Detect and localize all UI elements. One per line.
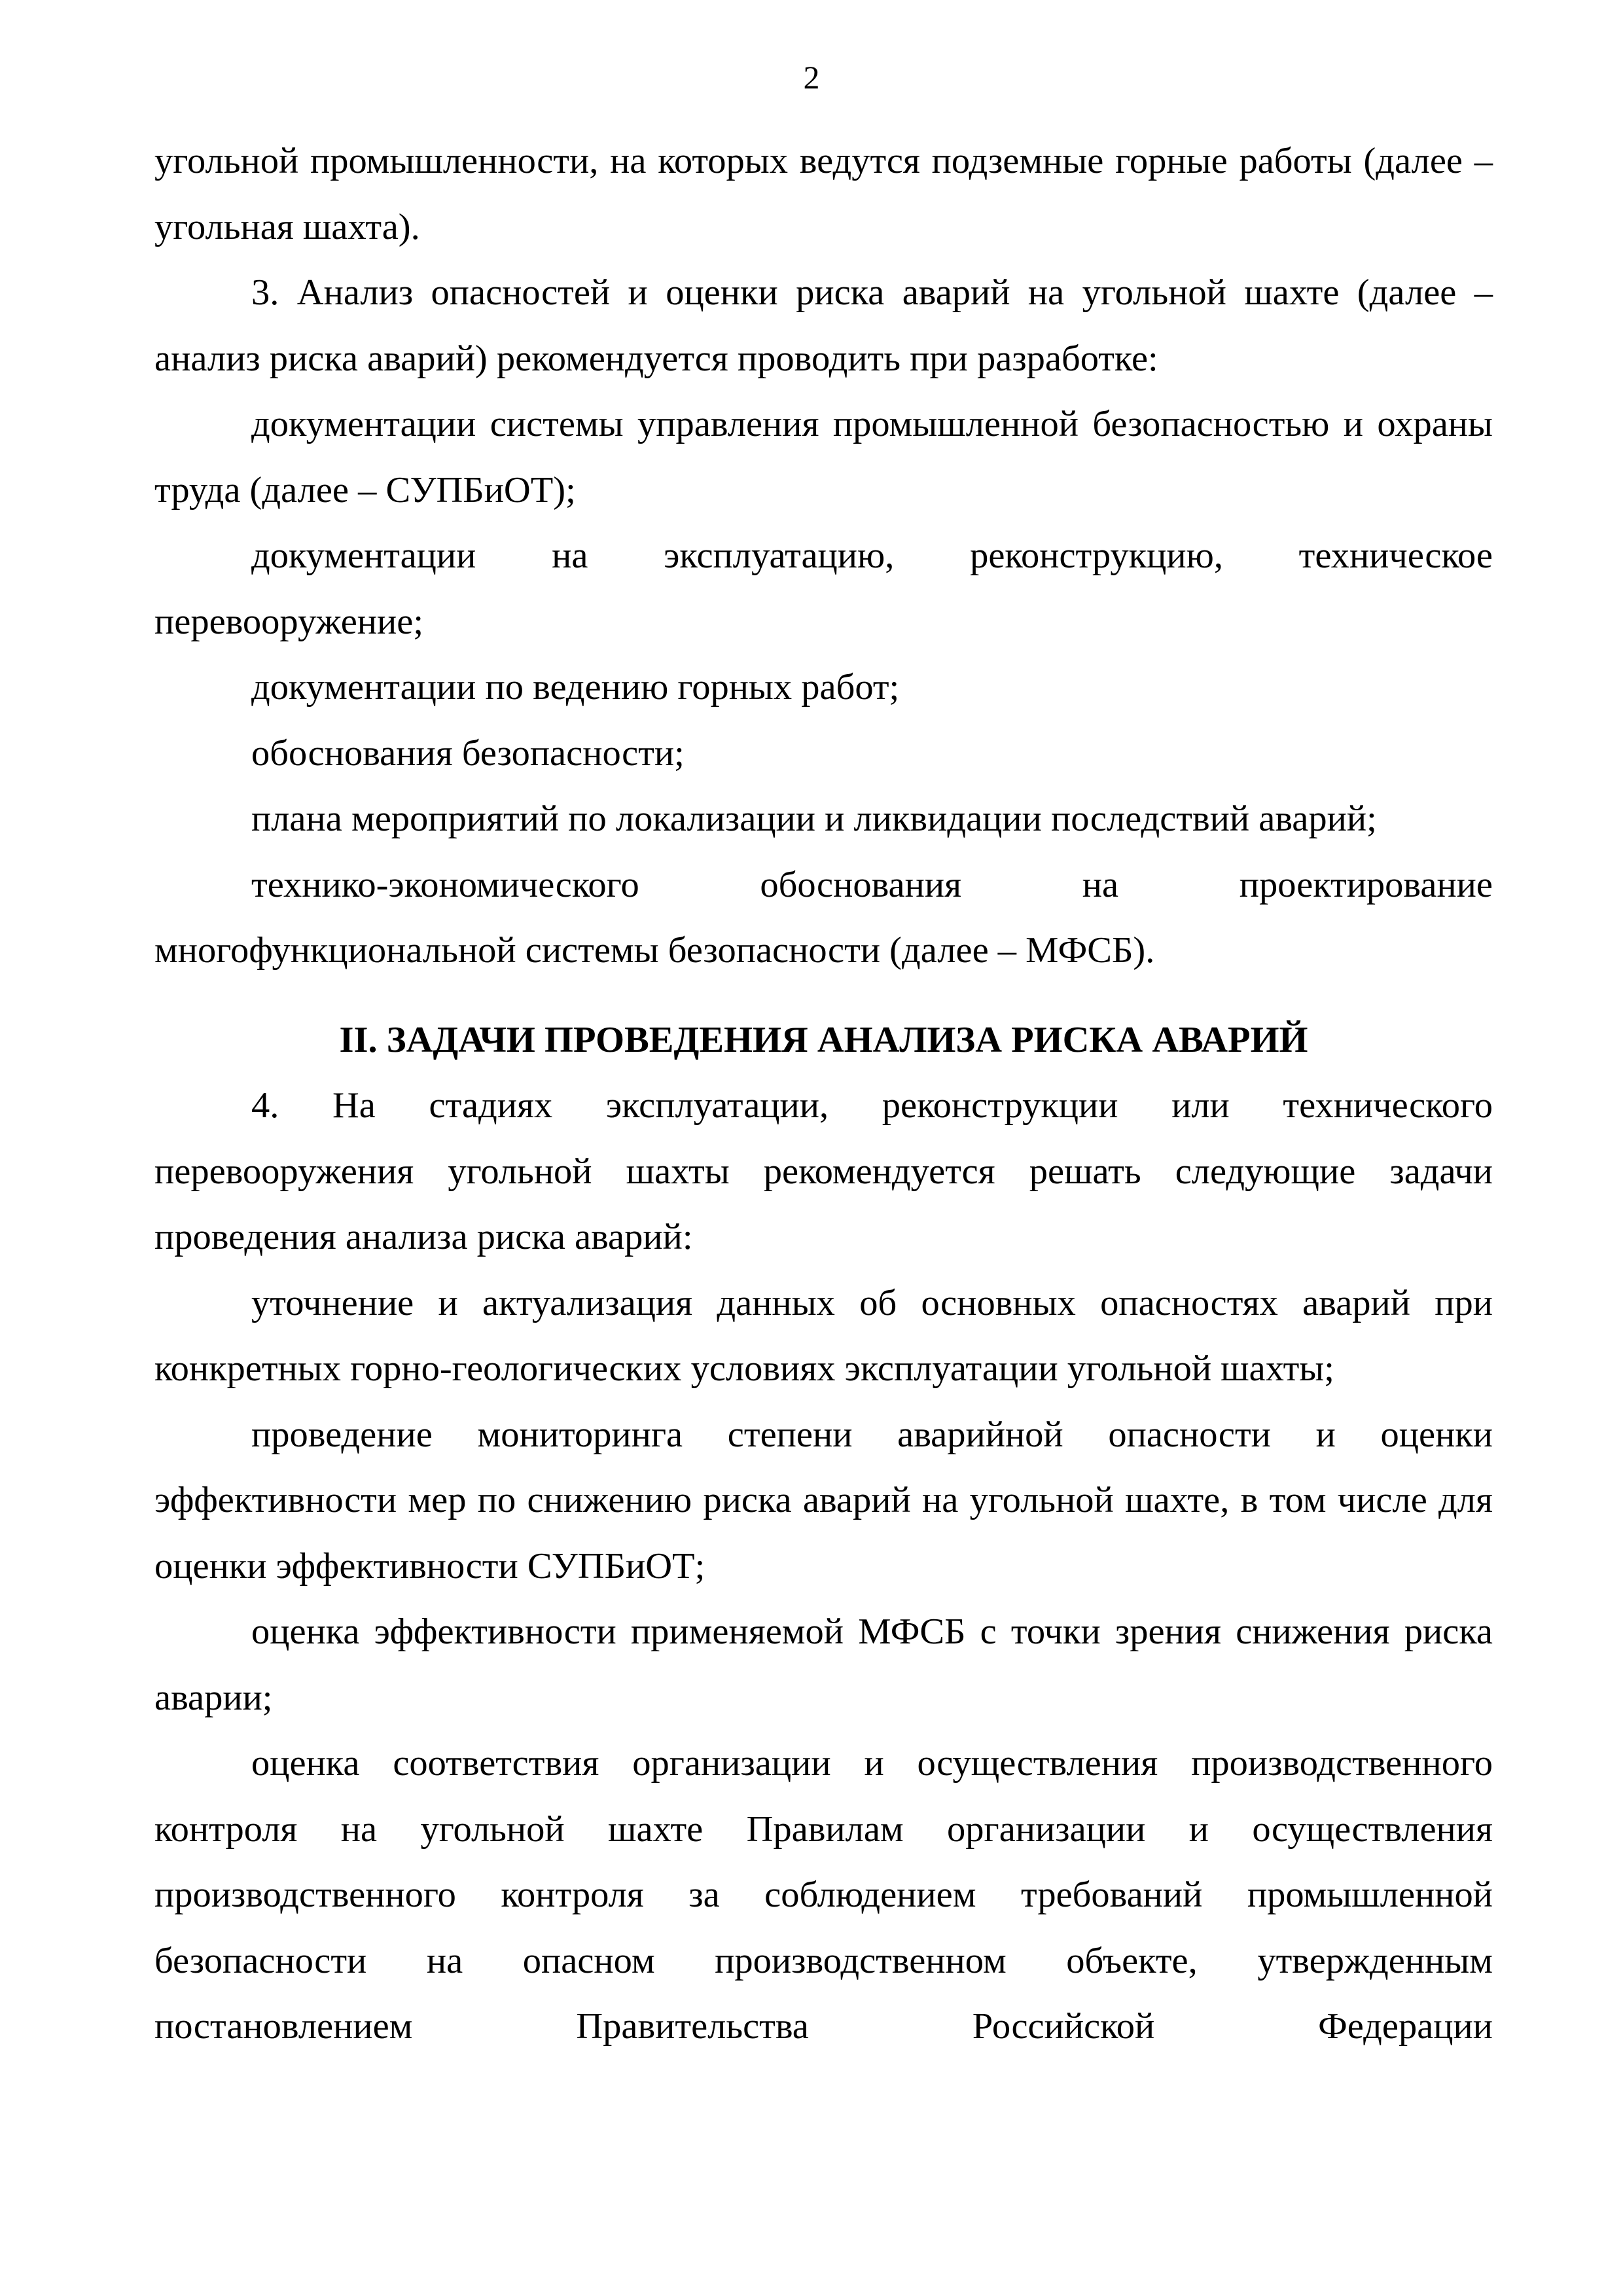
document-body: [154, 128, 1493, 2060]
list-item-supbiot-docs: документации системы управления промышленной безопасностью и охраны труда (далее – СУПБиОТ);: [154, 404, 1493, 511]
list-item-monitoring: проведение мониторинга степени аварийной опасности и оценки эффективности мер по снижению риска аварий на угольной шахте, в том числе для оценки эффективности СУПБиОТ;: [154, 1414, 1493, 1587]
list-item-mining-docs: документации по ведению горных работ;: [251, 667, 900, 708]
list-item-accident-plan: плана мероприятий по локализации и ликвидации последствий аварий;: [251, 798, 1377, 839]
section-heading: II. ЗАДАЧИ ПРОВЕДЕНИЯ АНАЛИЗА РИСКА АВАРИЙ: [339, 1019, 1308, 1060]
list-item-production-control: оценка соответствия организации и осуществления производственного контроля на угольной шахте Правилам организации и осуществления производственного контроля за соблюдением требований промышленной безопасности на опасном производственном объекте, утвержденным постановлением Правительства Российской Федерации: [154, 1743, 1493, 2047]
list-item-mfsb-evaluation: оценка эффективности применяемой МФСБ с точки зрения снижения риска аварии;: [154, 1611, 1493, 1718]
list-item-operation-docs: документации на эксплуатацию, реконструкцию, техническое перевооружение;: [154, 535, 1493, 642]
paragraph-continuation: угольной промышленности, на которых ведутся подземные горные работы (далее – угольная шахта).: [154, 141, 1493, 247]
paragraph-item-4: 4. На стадиях эксплуатации, реконструкции или технического перевооружения угольной шахты рекомендуется решать следующие задачи проведения анализа риска аварий:: [154, 1085, 1493, 1257]
paragraph-item-3: 3. Анализ опасностей и оценки риска аварий на угольной шахте (далее – анализ риска аварий) рекомендуется проводить при разработке:: [154, 272, 1493, 379]
list-item-safety-justification: обоснования безопасности;: [251, 732, 685, 774]
list-item-mfsb-justification: технико-экономического обоснования на проектирование многофункциональной системы безопасности (далее – МФСБ).: [154, 864, 1493, 971]
page-number: 2: [803, 59, 820, 96]
list-item-hazard-data: уточнение и актуализация данных об основных опасностях аварий при конкретных горно-геологических условиях эксплуатации угольной шахты;: [154, 1282, 1493, 1389]
